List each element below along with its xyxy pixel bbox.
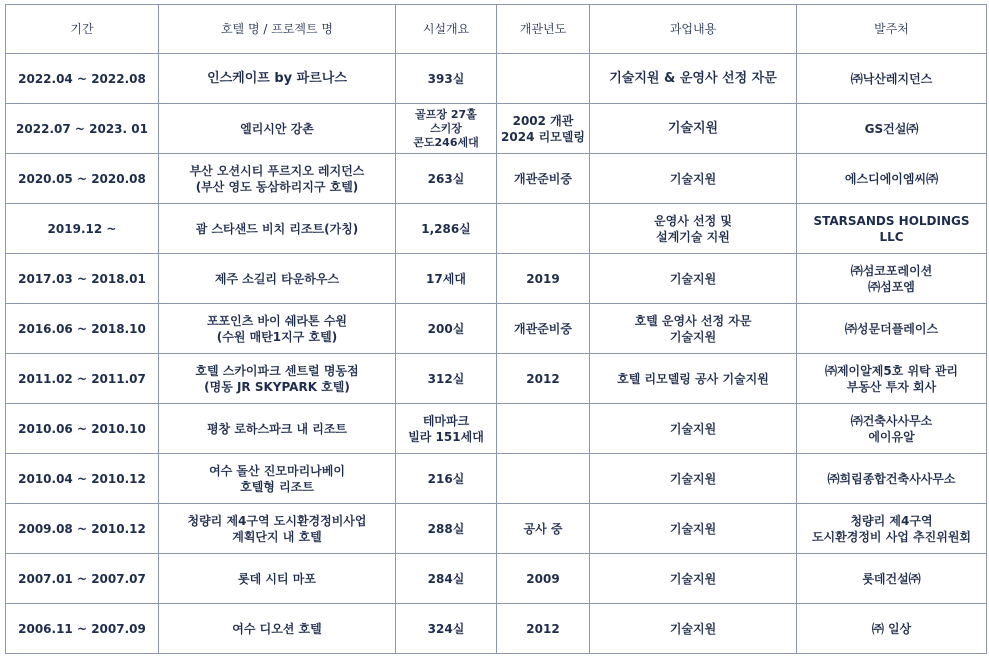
cell-scope: 기술지원 [590, 604, 797, 654]
cell-scope: 기술지원 & 운영사 선정 자문 [590, 54, 797, 104]
cell-facility: 테마파크 빌라 151세대 [396, 404, 497, 454]
cell-period: 2010.04 ~ 2010.12 [6, 454, 159, 504]
cell-opening: 개관준비중 [497, 304, 590, 354]
header-scope: 과업내용 [590, 5, 797, 54]
table-row [6, 354, 987, 404]
cell-opening: 2019 [497, 254, 590, 304]
cell-project: 인스케이프 by 파르나스 [159, 54, 396, 104]
cell-period: 2017.03 ~ 2018.01 [6, 254, 159, 304]
cell-period: 2022.04 ~ 2022.08 [6, 54, 159, 104]
cell-period: 2006.11 ~ 2007.09 [6, 604, 159, 654]
cell-project: 포포인츠 바이 쉐라톤 수원 (수원 매탄1지구 호텔) [159, 304, 396, 354]
cell-project: 호텔 스카이파크 센트럴 명동점 (명동 JR SKYPARK 호텔) [159, 354, 396, 404]
cell-project: 괌 스타샌드 비치 리조트(가칭) [159, 204, 396, 254]
cell-opening: 2012 [497, 354, 590, 404]
cell-opening [497, 204, 590, 254]
header-project: 호텔 명 / 프로젝트 명 [159, 5, 396, 54]
cell-project: 롯데 시티 마포 [159, 554, 396, 604]
cell-facility: 324실 [396, 604, 497, 654]
table-row [6, 404, 987, 454]
cell-client: ㈜제이알제5호 위탁 관리 부동산 투자 회사 [797, 354, 987, 404]
cell-period: 2022.07 ~ 2023. 01 [6, 104, 159, 154]
cell-period: 2020.05 ~ 2020.08 [6, 154, 159, 204]
cell-client: ㈜성문더플레이스 [797, 304, 987, 354]
cell-facility: 1,286실 [396, 204, 497, 254]
cell-period: 2016.06 ~ 2018.10 [6, 304, 159, 354]
cell-scope: 기술지원 [590, 154, 797, 204]
table-row [6, 54, 987, 104]
cell-facility: 216실 [396, 454, 497, 504]
cell-opening: 2002 개관 2024 리모델링 [497, 104, 590, 154]
cell-scope: 호텔 운영사 선정 자문 기술지원 [590, 304, 797, 354]
cell-client: ㈜낙산레지던스 [797, 54, 987, 104]
header-facility: 시설개요 [396, 5, 497, 54]
cell-facility: 288실 [396, 504, 497, 554]
header-client: 발주처 [797, 5, 987, 54]
cell-facility: 골프장 27홀 스키장 콘도246세대 [396, 104, 497, 154]
cell-scope: 기술지원 [590, 404, 797, 454]
cell-facility: 393실 [396, 54, 497, 104]
table-row [6, 554, 987, 604]
table-row [6, 204, 987, 254]
table-row [6, 504, 987, 554]
projects-table [5, 4, 987, 654]
cell-client: 청량리 제4구역 도시환경정비 사업 추진위원회 [797, 504, 987, 554]
cell-project: 부산 오션시티 푸르지오 레지던스 (부산 영도 동삼하리지구 호텔) [159, 154, 396, 204]
cell-opening: 공사 중 [497, 504, 590, 554]
header-period: 기간 [6, 5, 159, 54]
cell-client: ㈜섬코포레이션 ㈜섬포엠 [797, 254, 987, 304]
cell-client: 롯데건설㈜ [797, 554, 987, 604]
cell-scope: 호텔 리모델링 공사 기술지원 [590, 354, 797, 404]
cell-client: GS건설㈜ [797, 104, 987, 154]
cell-project: 엘리시안 강촌 [159, 104, 396, 154]
cell-opening [497, 454, 590, 504]
cell-scope: 기술지원 [590, 504, 797, 554]
table-row [6, 154, 987, 204]
cell-facility: 312실 [396, 354, 497, 404]
table-row [6, 254, 987, 304]
cell-opening [497, 404, 590, 454]
cell-scope: 기술지원 [590, 454, 797, 504]
cell-project: 여수 돌산 진모마리나베이 호텔형 리조트 [159, 454, 396, 504]
header-opening: 개관년도 [497, 5, 590, 54]
cell-facility: 200실 [396, 304, 497, 354]
table-header-row [6, 5, 987, 54]
cell-period: 2007.01 ~ 2007.07 [6, 554, 159, 604]
cell-scope: 기술지원 [590, 554, 797, 604]
cell-client: ㈜ 일상 [797, 604, 987, 654]
cell-period: 2011.02 ~ 2011.07 [6, 354, 159, 404]
cell-opening: 개관준비중 [497, 154, 590, 204]
cell-period: 2009.08 ~ 2010.12 [6, 504, 159, 554]
cell-period: 2010.06 ~ 2010.10 [6, 404, 159, 454]
cell-facility: 284실 [396, 554, 497, 604]
cell-facility: 17세대 [396, 254, 497, 304]
cell-scope: 기술지원 [590, 104, 797, 154]
cell-scope: 기술지원 [590, 254, 797, 304]
table-row [6, 604, 987, 654]
cell-client: ㈜건축사사무소 에이유알 [797, 404, 987, 454]
cell-project: 제주 소길리 타운하우스 [159, 254, 396, 304]
table-row [6, 304, 987, 354]
cell-facility: 263실 [396, 154, 497, 204]
cell-project: 청량리 제4구역 도시환경정비사업 계획단지 내 호텔 [159, 504, 396, 554]
cell-period: 2019.12 ~ [6, 204, 159, 254]
cell-project: 여수 디오션 호텔 [159, 604, 396, 654]
cell-client: STARSANDS HOLDINGS LLC [797, 204, 987, 254]
table-row [6, 454, 987, 504]
cell-client: 에스디에이엠씨㈜ [797, 154, 987, 204]
cell-project: 평창 로하스파크 내 리조트 [159, 404, 396, 454]
cell-opening: 2012 [497, 604, 590, 654]
table-row [6, 104, 987, 154]
cell-opening [497, 54, 590, 104]
cell-client: ㈜희림종합건축사사무소 [797, 454, 987, 504]
cell-opening: 2009 [497, 554, 590, 604]
cell-scope: 운영사 선정 및 설계기술 지원 [590, 204, 797, 254]
